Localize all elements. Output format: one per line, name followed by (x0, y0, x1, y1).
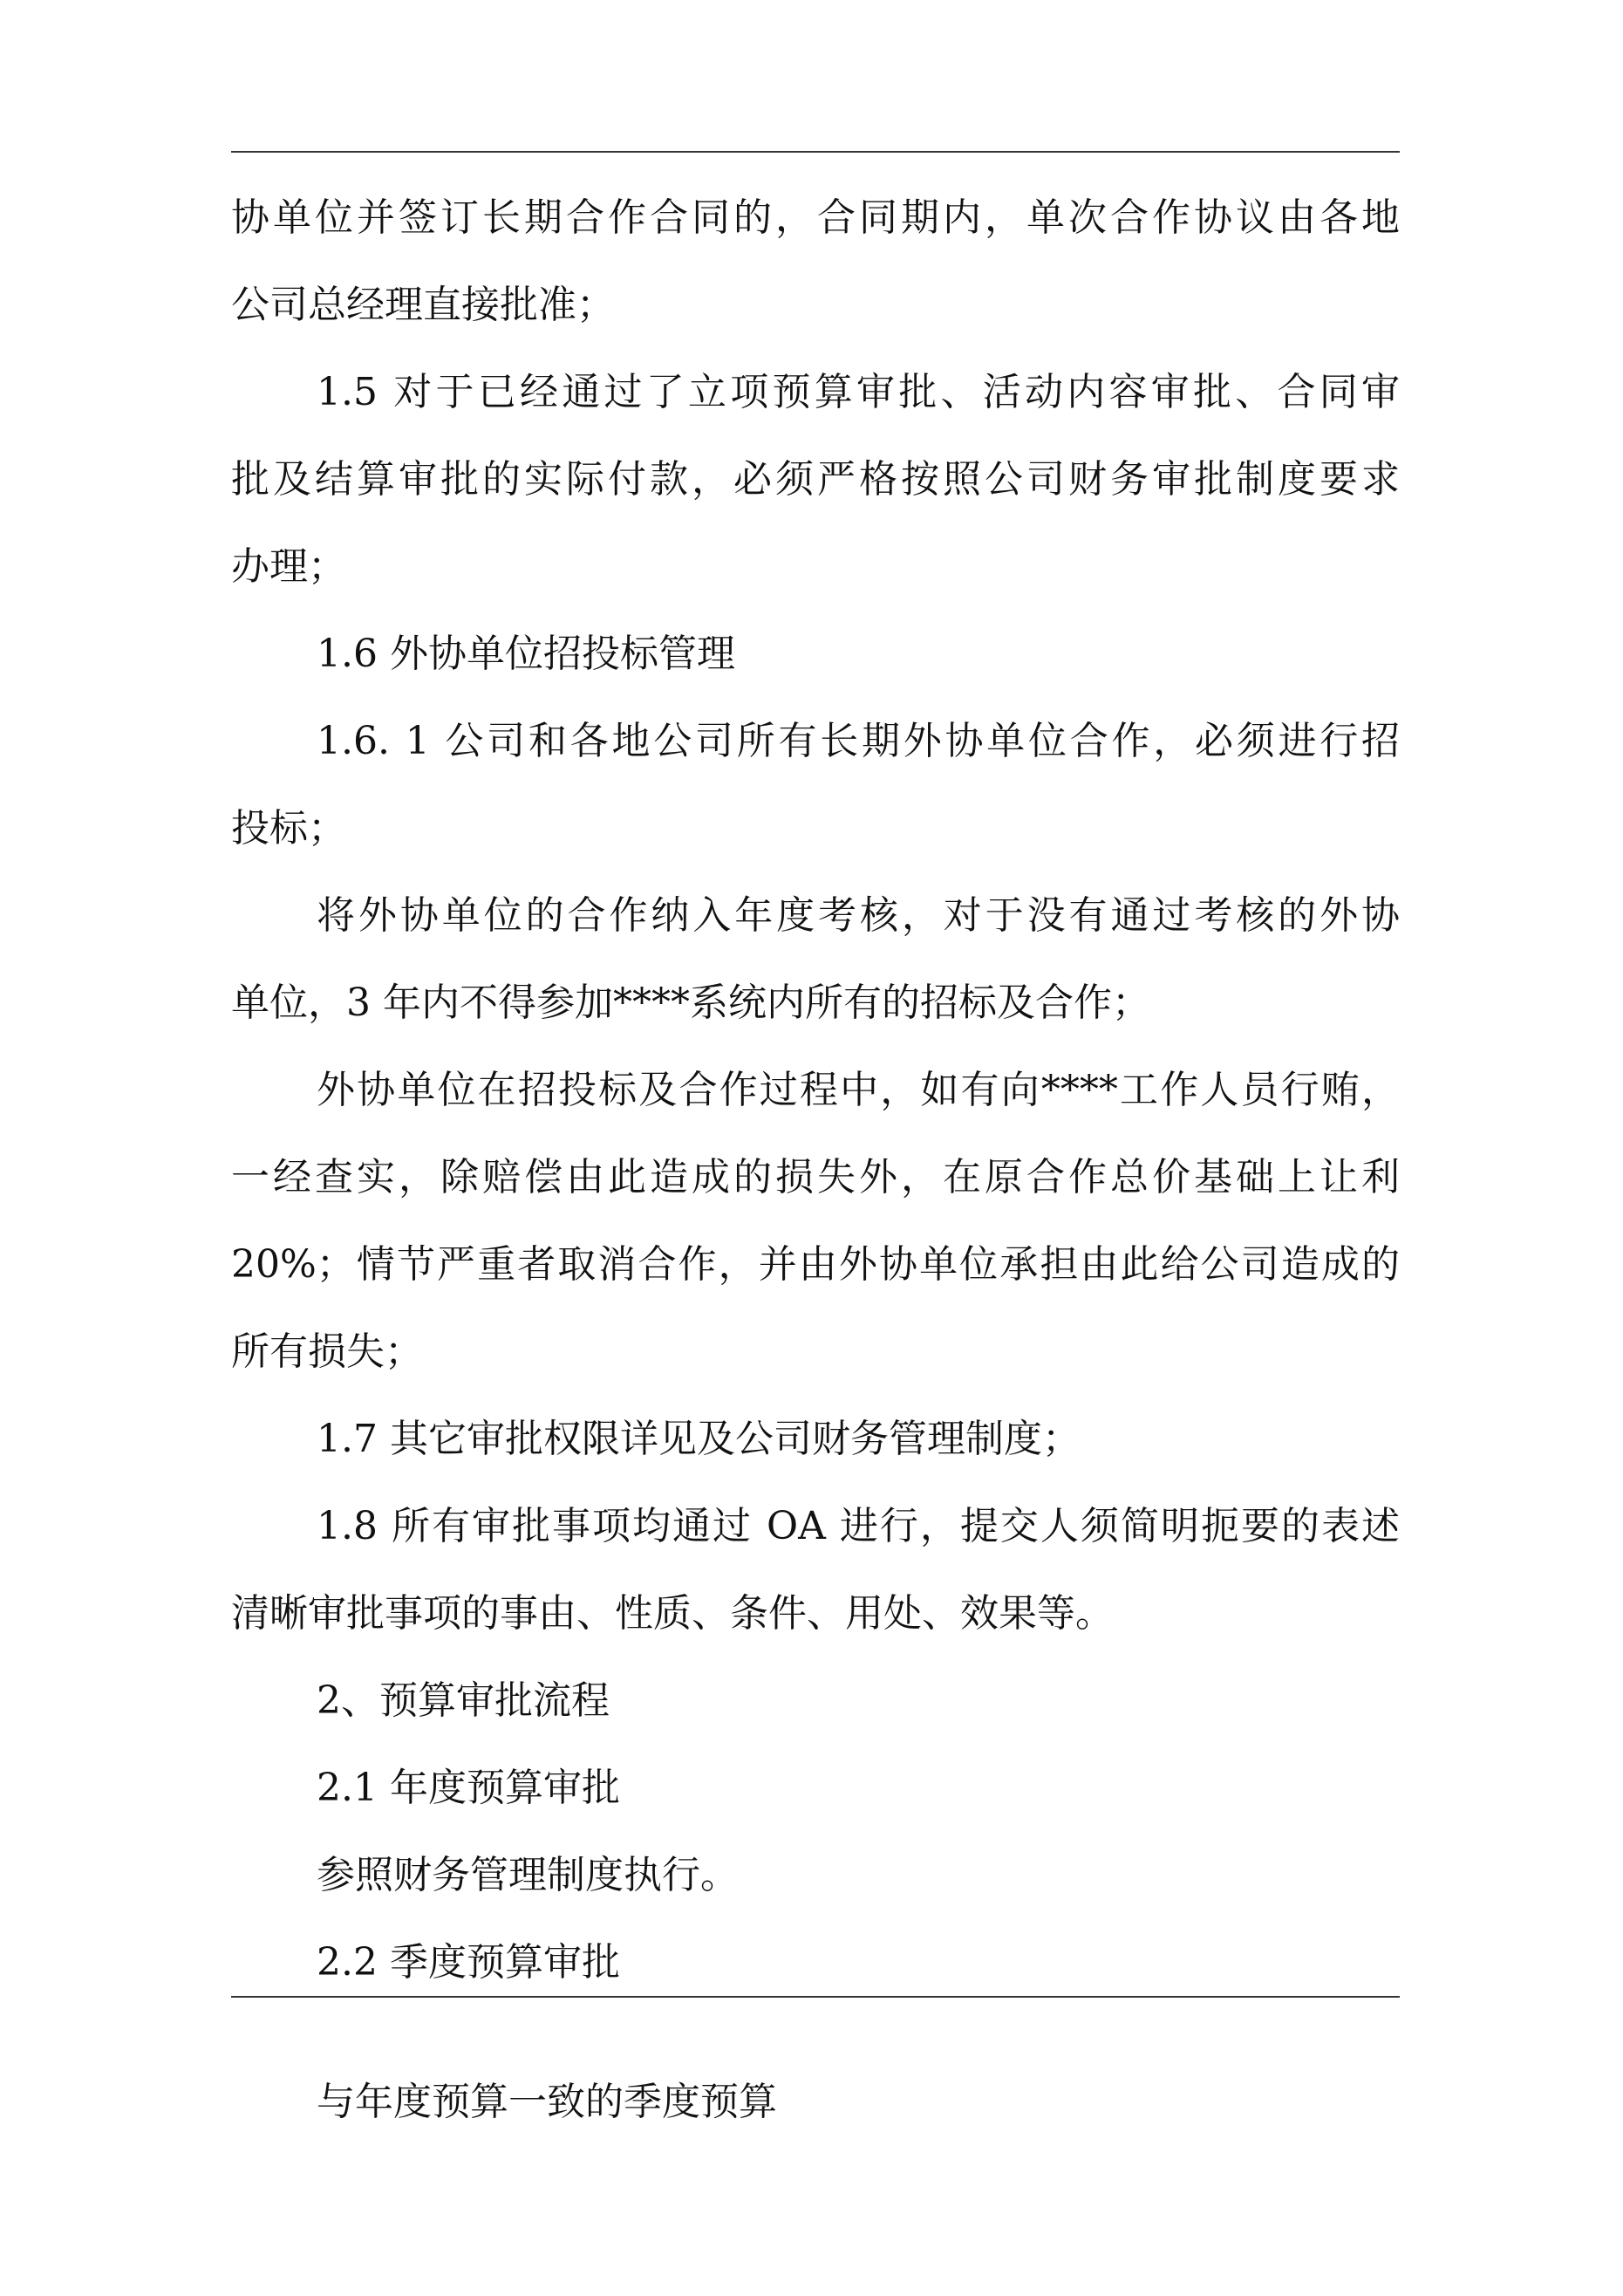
text-line: 协单位并签订长期合作合同的，合同期内，单次合作协议由各地 (231, 195, 1400, 240)
text-line: 1.6. 1 公司和各地公司所有长期外协单位合作，必须进行招 (317, 719, 1400, 763)
top-divider (231, 151, 1400, 153)
text-line: 将外协单位的合作纳入年度考核，对于没有通过考核的外协 (317, 893, 1400, 938)
text-line: 参照财务管理制度执行。 (317, 1853, 739, 1897)
text-line: 投标； (231, 806, 346, 851)
text-line: 1.8 所有审批事项均通过 OA 进行，提交人须简明扼要的表述 (317, 1504, 1400, 1548)
text-line: 1.5 对于已经通过了立项预算审批、活动内容审批、合同审 (317, 370, 1400, 414)
text-line: 单位，3 年内不得参加****系统内所有的招标及合作； (231, 981, 1150, 1025)
text-line: 20%；情节严重者取消合作，并由外协单位承担由此给公司造成的 (231, 1242, 1400, 1287)
text-line: 清晰审批事项的事由、性质、条件、用处、效果等。 (231, 1591, 1114, 1636)
text-line: 办理； (231, 544, 346, 589)
subsection-heading: 2.1 年度预算审批 (317, 1766, 620, 1810)
text-line: 1.7 其它审批权限详见及公司财务管理制度； (317, 1417, 1081, 1461)
subsection-heading: 2.2 季度预算审批 (317, 1940, 620, 1985)
text-line: 公司总经理直接批准； (231, 283, 615, 327)
text-line: 与年度预算一致的季度预算 (317, 2080, 777, 2124)
next-page-body (231, 2059, 1400, 2146)
section-heading: 2、预算审批流程 (317, 1678, 610, 1723)
text-line: 批及结算审批的实际付款，必须严格按照公司财务审批制度要求 (231, 457, 1400, 502)
text-line: 所有损失； (231, 1329, 423, 1374)
section-heading: 1.6 外协单位招投标管理 (317, 632, 735, 676)
page-break-divider (231, 1996, 1400, 1998)
text-line: 外协单位在招投标及合作过程中，如有向****工作人员行贿， (317, 1068, 1400, 1112)
page-body (231, 174, 1400, 2006)
text-line: 一经查实，除赔偿由此造成的损失外，在原合作总价基础上让利 (231, 1155, 1400, 1199)
